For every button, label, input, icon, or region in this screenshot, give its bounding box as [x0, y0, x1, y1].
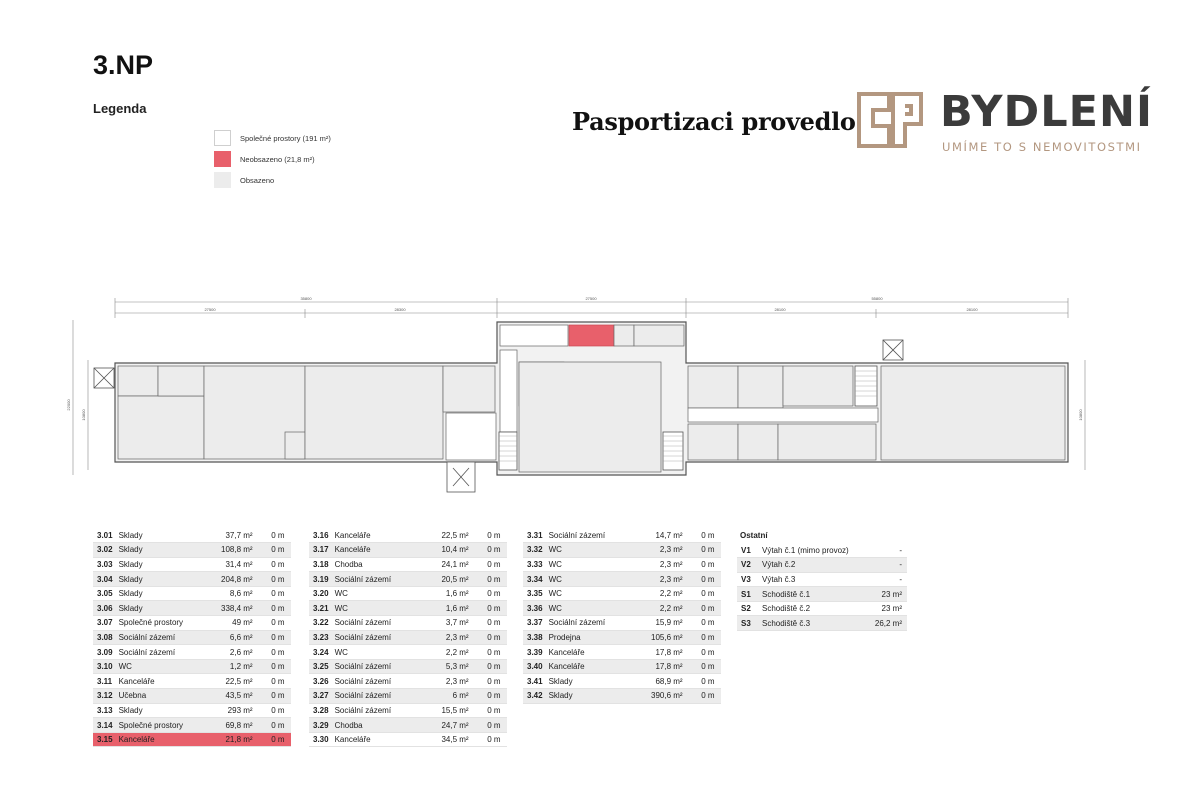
- room-name: WC: [332, 601, 424, 616]
- legend-item-vacant: [214, 151, 315, 167]
- room-m: 0 m: [472, 557, 507, 572]
- room-m: 0 m: [686, 586, 721, 601]
- room-m: 0 m: [686, 616, 721, 631]
- room-m: 0 m: [686, 557, 721, 572]
- stairs-s3: [855, 366, 877, 406]
- room-area: 31,4 m²: [208, 557, 256, 572]
- other-row: [737, 601, 907, 616]
- room-m: 0 m: [256, 645, 291, 660]
- room-m: 0 m: [256, 616, 291, 631]
- room-name: Kanceláře: [332, 732, 424, 747]
- room-3-37: [738, 366, 783, 408]
- room-num: 3.09: [93, 645, 116, 660]
- room-name: Sociální zázemí: [332, 630, 424, 645]
- room-m: 0 m: [472, 645, 507, 660]
- room-num: 3.18: [309, 557, 332, 572]
- room-3-38: [783, 366, 853, 406]
- room-m: 0 m: [686, 659, 721, 674]
- room-m: 0 m: [256, 586, 291, 601]
- legend-label-occupied: Obsazeno: [240, 175, 275, 185]
- room-3-39: [688, 424, 738, 460]
- room-name: Kanceláře: [332, 543, 424, 558]
- room-row: [309, 718, 507, 733]
- room-m: 0 m: [256, 528, 291, 543]
- stairs-s2: [663, 432, 683, 470]
- room-num: 3.25: [309, 659, 332, 674]
- other-name: Výtah č.3: [759, 572, 869, 587]
- room-3-13: [519, 362, 661, 472]
- room-area: 2,3 m²: [424, 674, 472, 689]
- room-area: 22,5 m²: [208, 674, 256, 689]
- other-num: V2: [737, 558, 759, 573]
- room-m: 0 m: [256, 674, 291, 689]
- room-num: 3.02: [93, 543, 116, 558]
- room-area: 49 m²: [208, 616, 256, 631]
- room-name: Chodba: [332, 718, 424, 733]
- room-num: 3.13: [93, 703, 116, 718]
- room-name: WC: [546, 601, 638, 616]
- room-row: [309, 689, 507, 704]
- room-num: 3.36: [523, 601, 546, 616]
- room-name: Sklady: [116, 586, 208, 601]
- room-num: 3.07: [93, 616, 116, 631]
- room-num: 3.30: [309, 732, 332, 747]
- room-m: 0 m: [256, 689, 291, 704]
- room-m: 0 m: [472, 630, 507, 645]
- room-area: 2,3 m²: [638, 543, 686, 558]
- room-3-40: [738, 424, 778, 460]
- corridor-mid: [500, 350, 517, 432]
- room-area: 1,6 m²: [424, 601, 472, 616]
- room-num: 3.42: [523, 689, 546, 704]
- other-area: -: [869, 558, 907, 573]
- room-name: Sklady: [116, 703, 208, 718]
- room-num: 3.19: [309, 572, 332, 587]
- room-row: [93, 586, 291, 601]
- room-area: 15,9 m²: [638, 616, 686, 631]
- room-area: 293 m²: [208, 703, 256, 718]
- other-row: [737, 572, 907, 587]
- room-area: 2,3 m²: [638, 572, 686, 587]
- room-name: WC: [332, 645, 424, 660]
- room-m: 0 m: [472, 601, 507, 616]
- room-3-16: [614, 325, 634, 346]
- legend-item-occupied: [214, 172, 274, 188]
- room-3-11: [519, 362, 564, 406]
- room-row: [523, 528, 721, 543]
- room-row: [93, 543, 291, 558]
- dim-height-left: 22000: [66, 399, 71, 411]
- room-area: 1,6 m²: [424, 586, 472, 601]
- room-area: 68,9 m²: [638, 674, 686, 689]
- room-area: 22,5 m²: [424, 528, 472, 543]
- room-num: 3.08: [93, 630, 116, 645]
- other-num: V3: [737, 572, 759, 587]
- room-name: Sociální zázemí: [332, 703, 424, 718]
- room-m: 0 m: [256, 630, 291, 645]
- room-row: [93, 630, 291, 645]
- room-num: 3.37: [523, 616, 546, 631]
- room-m: 0 m: [472, 674, 507, 689]
- room-row: [93, 601, 291, 616]
- legend-swatch-occupied: [214, 172, 231, 188]
- room-name: WC: [332, 586, 424, 601]
- room-num: 3.33: [523, 557, 546, 572]
- room-num: 3.41: [523, 674, 546, 689]
- other-name: Výtah č.1 (mimo provoz): [759, 543, 869, 558]
- room-area: 108,8 m²: [208, 543, 256, 558]
- room-num: 3.24: [309, 645, 332, 660]
- room-row: [309, 601, 507, 616]
- room-name: WC: [546, 572, 638, 587]
- legend-title: Legenda: [93, 101, 147, 116]
- room-m: 0 m: [472, 732, 507, 747]
- room-area: 14,7 m²: [638, 528, 686, 543]
- room-row: [309, 630, 507, 645]
- room-name: Sociální zázemí: [332, 689, 424, 704]
- room-area: 69,8 m²: [208, 718, 256, 733]
- room-area: 204,8 m²: [208, 572, 256, 587]
- room-area: 5,3 m²: [424, 659, 472, 674]
- room-row: [93, 703, 291, 718]
- dimension-lines: [73, 298, 1085, 475]
- room-area: 24,7 m²: [424, 718, 472, 733]
- room-name: WC: [116, 659, 208, 674]
- dim-total-left: 35800: [300, 296, 312, 301]
- other-num: S1: [737, 587, 759, 602]
- room-num: 3.34: [523, 572, 546, 587]
- room-sanitary: [688, 366, 738, 408]
- room-area: 6 m²: [424, 689, 472, 704]
- room-name: Sklady: [116, 557, 208, 572]
- room-row: [309, 659, 507, 674]
- room-num: 3.06: [93, 601, 116, 616]
- building-outline: [115, 322, 1068, 475]
- room-row: [93, 528, 291, 543]
- room-num: 3.17: [309, 543, 332, 558]
- elevator-v3: [883, 340, 903, 360]
- room-m: 0 m: [256, 557, 291, 572]
- room-row: [523, 601, 721, 616]
- room-num: 3.14: [93, 718, 116, 733]
- room-area: 2,2 m²: [638, 586, 686, 601]
- stairs-s1: [499, 432, 517, 470]
- room-row: [309, 557, 507, 572]
- room-row: [523, 543, 721, 558]
- room-name: Sklady: [116, 543, 208, 558]
- room-area: 6,6 m²: [208, 630, 256, 645]
- room-num: 3.32: [523, 543, 546, 558]
- room-name: WC: [546, 557, 638, 572]
- room-num: 3.23: [309, 630, 332, 645]
- room-name: Sociální zázemí: [116, 630, 208, 645]
- room-area: 21,8 m²: [208, 732, 256, 747]
- other-name: Schodiště č.1: [759, 587, 869, 602]
- room-3-05: [285, 432, 305, 459]
- room-num: 3.11: [93, 674, 116, 689]
- room-name: Chodba: [332, 557, 424, 572]
- room-row: [309, 528, 507, 543]
- room-area: 2,2 m²: [638, 601, 686, 616]
- room-name: WC: [546, 586, 638, 601]
- room-m: 0 m: [686, 689, 721, 704]
- dim-height-left2: 10800: [81, 409, 86, 421]
- room-3-17: [634, 325, 684, 346]
- room-m: 0 m: [472, 689, 507, 704]
- other-table: [737, 543, 907, 631]
- room-name: Kanceláře: [332, 528, 424, 543]
- corridor-right: [688, 408, 878, 422]
- room-area: 3,7 m²: [424, 616, 472, 631]
- room-m: 0 m: [686, 601, 721, 616]
- room-num: 3.01: [93, 528, 116, 543]
- room-area: 20,5 m²: [424, 572, 472, 587]
- room-3-07: [500, 325, 568, 346]
- room-row: [523, 645, 721, 660]
- room-area: 2,2 m²: [424, 645, 472, 660]
- room-m: 0 m: [472, 543, 507, 558]
- room-m: 0 m: [686, 674, 721, 689]
- room-name: Prodejna: [546, 630, 638, 645]
- room-m: 0 m: [256, 732, 291, 747]
- room-area: 1,2 m²: [208, 659, 256, 674]
- room-num: 3.28: [309, 703, 332, 718]
- room-row: [523, 557, 721, 572]
- room-num: 3.16: [309, 528, 332, 543]
- room-name: Sociální zázemí: [332, 659, 424, 674]
- rooms-table-3: [523, 528, 721, 704]
- room-m: 0 m: [256, 572, 291, 587]
- room-m: 0 m: [686, 645, 721, 660]
- room-3-13a: [443, 366, 495, 412]
- room-name: Sociální zázemí: [546, 528, 638, 543]
- room-area: 2,3 m²: [638, 557, 686, 572]
- room-row: [93, 616, 291, 631]
- room-row: [309, 732, 507, 747]
- room-name: Sklady: [546, 674, 638, 689]
- room-row: [523, 630, 721, 645]
- brand-slogan: UMÍME TO S NEMOVITOSTMI: [942, 140, 1142, 154]
- legend-swatch-common: [214, 130, 231, 146]
- other-area: -: [869, 543, 907, 558]
- room-area: 43,5 m²: [208, 689, 256, 704]
- room-3-03: [158, 366, 204, 396]
- room-name: Kanceláře: [546, 659, 638, 674]
- room-area: 338,4 m²: [208, 601, 256, 616]
- room-num: 3.12: [93, 689, 116, 704]
- room-3-14: [446, 413, 496, 460]
- other-row: [737, 616, 907, 631]
- room-row: [309, 674, 507, 689]
- room-m: 0 m: [686, 528, 721, 543]
- room-row: [309, 586, 507, 601]
- other-num: S3: [737, 616, 759, 631]
- elevator-v1: [94, 368, 114, 388]
- room-row: [523, 586, 721, 601]
- room-row: [93, 572, 291, 587]
- room-name: Sklady: [116, 601, 208, 616]
- room-3-41: [778, 424, 876, 460]
- room-3-42: [881, 366, 1065, 460]
- room-m: 0 m: [472, 703, 507, 718]
- other-name: Schodiště č.3: [759, 616, 869, 631]
- room-name: Sociální zázemí: [332, 616, 424, 631]
- other-row: [737, 587, 907, 602]
- room-num: 3.05: [93, 586, 116, 601]
- brand-logo-icon: [855, 90, 925, 150]
- room-area: 2,3 m²: [424, 630, 472, 645]
- room-m: 0 m: [256, 659, 291, 674]
- room-name: Sklady: [546, 689, 638, 704]
- room-3-06: [305, 366, 443, 459]
- legend-label-common: Společné prostory (191 m²): [240, 133, 331, 143]
- room-m: 0 m: [686, 543, 721, 558]
- room-m: 0 m: [256, 703, 291, 718]
- room-row: [523, 674, 721, 689]
- room-3-15: [569, 325, 614, 346]
- room-name: Kanceláře: [116, 732, 208, 747]
- room-row: [309, 572, 507, 587]
- room-area: 34,5 m²: [424, 732, 472, 747]
- other-num: V1: [737, 543, 759, 558]
- room-m: 0 m: [472, 659, 507, 674]
- room-num: 3.04: [93, 572, 116, 587]
- room-m: 0 m: [472, 616, 507, 631]
- room-area: 105,6 m²: [638, 630, 686, 645]
- room-row: [309, 543, 507, 558]
- rooms-table-1: [93, 528, 291, 747]
- room-area: 10,4 m²: [424, 543, 472, 558]
- room-row: [93, 718, 291, 733]
- room-3-02: [118, 396, 204, 459]
- room-name: Sociální zázemí: [546, 616, 638, 631]
- room-num: 3.21: [309, 601, 332, 616]
- room-name: Sociální zázemí: [332, 674, 424, 689]
- room-row: [93, 645, 291, 660]
- room-m: 0 m: [472, 718, 507, 733]
- room-area: 24,1 m²: [424, 557, 472, 572]
- room-m: 0 m: [472, 586, 507, 601]
- room-num: 3.10: [93, 659, 116, 674]
- room-area: 17,8 m²: [638, 659, 686, 674]
- room-area: 37,7 m²: [208, 528, 256, 543]
- room-row: [93, 674, 291, 689]
- room-name: Sklady: [116, 528, 208, 543]
- room-num: 3.39: [523, 645, 546, 660]
- room-row: [309, 645, 507, 660]
- room-area: 8,6 m²: [208, 586, 256, 601]
- room-name: WC: [546, 543, 638, 558]
- room-row: [93, 732, 291, 747]
- room-m: 0 m: [686, 630, 721, 645]
- room-num: 3.20: [309, 586, 332, 601]
- dim-seg1: 27500: [204, 307, 216, 312]
- other-area: 23 m²: [869, 601, 907, 616]
- elevator-v2: [447, 462, 475, 492]
- legend-item-common: [214, 130, 331, 146]
- room-num: 3.40: [523, 659, 546, 674]
- other-name: Výtah č.2: [759, 558, 869, 573]
- room-row: [523, 572, 721, 587]
- room-3-01: [118, 366, 158, 396]
- other-title: Ostatní: [740, 531, 768, 540]
- other-row: [737, 558, 907, 573]
- room-area: 2,6 m²: [208, 645, 256, 660]
- legend-swatch-vacant: [214, 151, 231, 167]
- room-num: 3.31: [523, 528, 546, 543]
- room-name: Kanceláře: [546, 645, 638, 660]
- rooms-table-2: [309, 528, 507, 747]
- other-area: 26,2 m²: [869, 616, 907, 631]
- dim-seg2: 28300: [394, 307, 406, 312]
- room-m: 0 m: [472, 572, 507, 587]
- dim-seg3: 28100: [774, 307, 786, 312]
- room-row: [93, 557, 291, 572]
- legend-label-vacant: Neobsazeno (21,8 m²): [240, 154, 315, 164]
- other-area: 23 m²: [869, 587, 907, 602]
- room-name: Učebna: [116, 689, 208, 704]
- room-m: 0 m: [256, 718, 291, 733]
- room-num: 3.03: [93, 557, 116, 572]
- room-row: [309, 703, 507, 718]
- room-num: 3.29: [309, 718, 332, 733]
- room-m: 0 m: [686, 572, 721, 587]
- dim-height-right: 10800: [1078, 409, 1083, 421]
- room-name: Společné prostory: [116, 616, 208, 631]
- room-row: [523, 616, 721, 631]
- room-name: Sociální zázemí: [332, 572, 424, 587]
- room-row: [523, 659, 721, 674]
- room-area: 15,5 m²: [424, 703, 472, 718]
- room-num: 3.38: [523, 630, 546, 645]
- room-m: 0 m: [472, 528, 507, 543]
- floor-title: 3.NP: [93, 50, 154, 80]
- dim-seg4: 28100: [966, 307, 978, 312]
- room-m: 0 m: [256, 601, 291, 616]
- dim-total-middle: 27500: [585, 296, 597, 301]
- room-num: 3.22: [309, 616, 332, 631]
- other-area: -: [869, 572, 907, 587]
- room-num: 3.27: [309, 689, 332, 704]
- other-row: [737, 543, 907, 558]
- room-num: 3.35: [523, 586, 546, 601]
- room-area: 390,6 m²: [638, 689, 686, 704]
- other-num: S2: [737, 601, 759, 616]
- room-name: Společné prostory: [116, 718, 208, 733]
- room-area: 17,8 m²: [638, 645, 686, 660]
- pasport-text: Pasportizaci provedlo: [572, 107, 856, 136]
- room-name: Sociální zázemí: [116, 645, 208, 660]
- room-name: Sklady: [116, 572, 208, 587]
- room-3-04: [204, 366, 305, 459]
- room-row: [309, 616, 507, 631]
- room-num: 3.15: [93, 732, 116, 747]
- room-num: 3.26: [309, 674, 332, 689]
- dim-total-right: 55800: [871, 296, 883, 301]
- brand-name: BYDLENÍ: [940, 87, 1154, 137]
- room-row: [93, 689, 291, 704]
- room-row: [93, 659, 291, 674]
- room-m: 0 m: [256, 543, 291, 558]
- other-name: Schodiště č.2: [759, 601, 869, 616]
- room-name: Kanceláře: [116, 674, 208, 689]
- room-row: [523, 689, 721, 704]
